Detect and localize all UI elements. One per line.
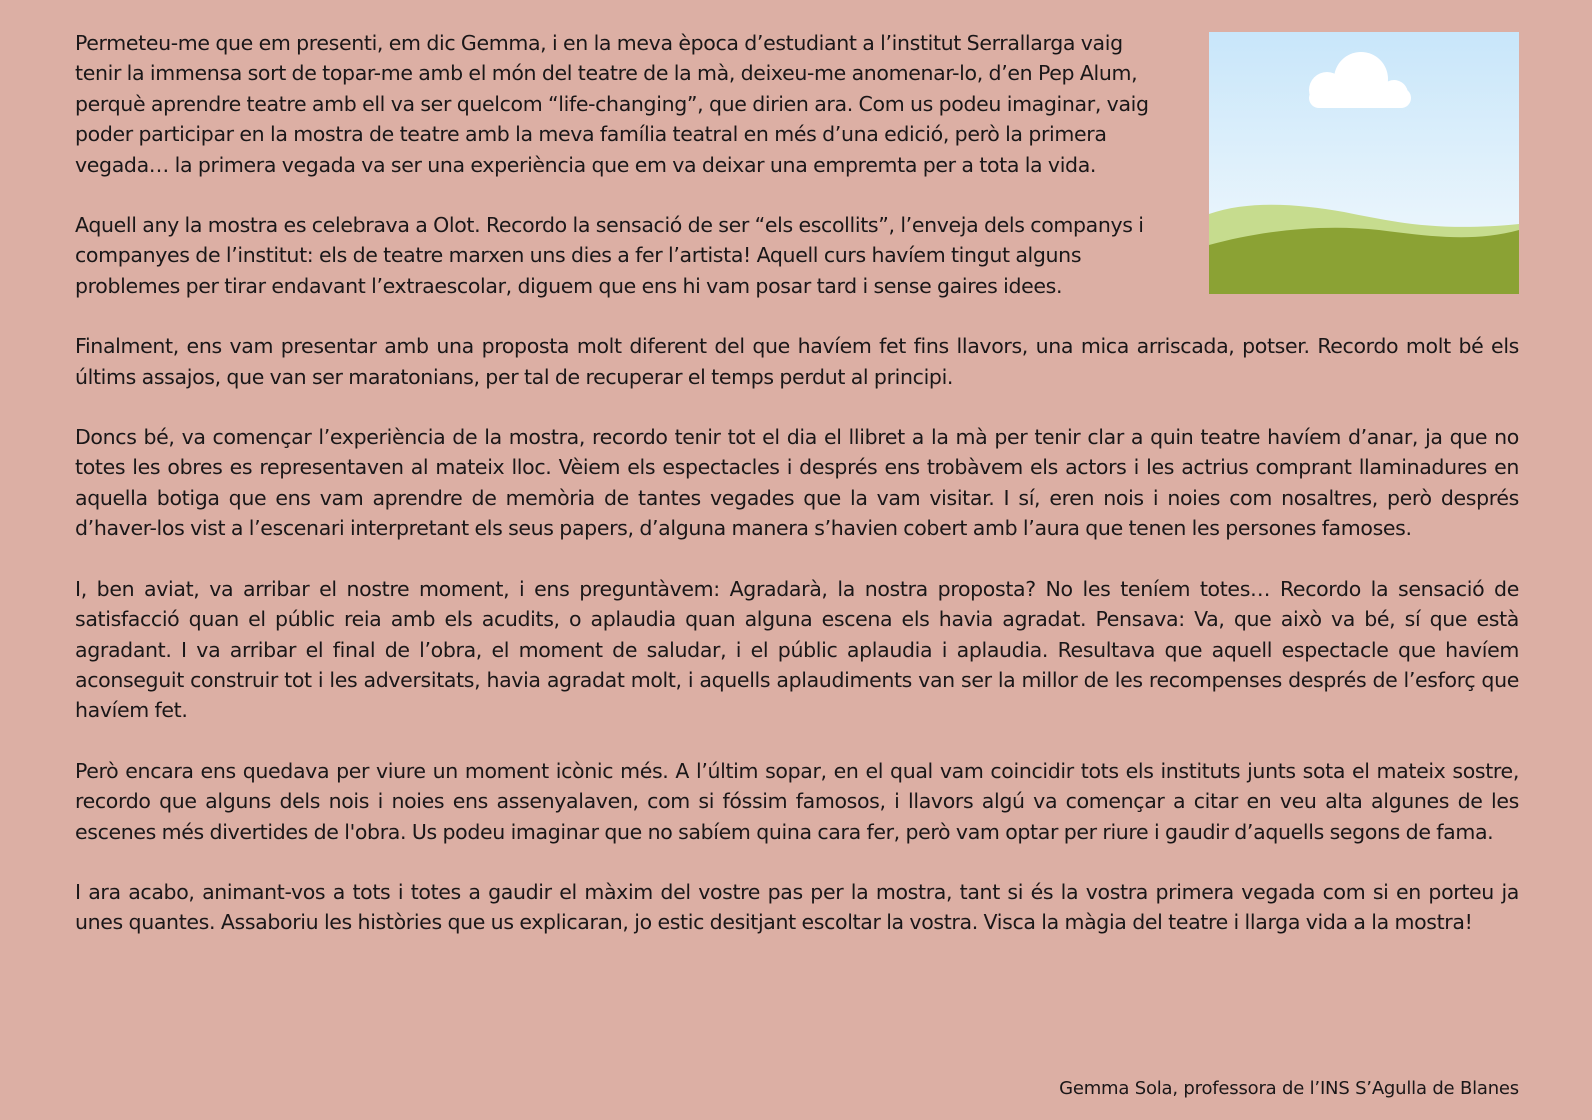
paragraph-proposta: Finalment, ens vam presentar amb una proposta molt diferent del que havíem fet fins llavors, una mica arriscada, potser. Recordo molt bé els últims assajos, que van ser maratonians, per tal de recuperar el temps perdut al principi.	[75, 334, 1519, 389]
landscape-illustration-icon	[1209, 32, 1519, 294]
paragraph-sopar: Però encara ens quedava per viure un moment icònic més. A l’últim sopar, en el qual vam coincidir tots els instituts junts sota el mateix sostre, recordo que alguns dels nois i noies ens assenyalaven, com si fóssim famosos, i llavors algú va començar a citar en veu alta algunes de les escenes més divertides de l'obra. Us podeu imaginar que no sabíem quina cara fer, però vam optar per riure i gaudir d’aquells segons de fama.	[75, 758, 1519, 844]
article-body	[75, 28, 1519, 968]
front-hill	[1209, 228, 1519, 294]
paragraph-olot: Aquell any la mostra es celebrava a Olot. Recordo la sensació de ser “els escollits”, l’enveja dels companys i companyes de l’institut: els de teatre marxen uns dies a fer l’artista! Aquell curs havíem tingut alguns problemes per tirar endavant l’extraescolar, diguem que ens hi vam posar tard i sense gaires idees.	[75, 213, 1144, 298]
paragraph-closing: I ara acabo, animant-vos a tots i totes a gaudir el màxim del vostre pas per la mostra, tant si és la vostra primera vegada com si en porteu ja unes quantes. Assaboriu les històries que us explicaran, jo estic desitjant escoltar la vostra. Visca la màgia del teatre i llarga vida a la mostra!	[75, 879, 1519, 935]
author-signature: Gemma Sola, professora de l’INS S’Agulla de Blanes	[1059, 1078, 1519, 1099]
paragraph-moment: I, ben aviat, va arribar el nostre moment, i ens preguntàvem: Agradarà, la nostra proposta? No les teníem totes… Recordo la sensació de satisfacció quan el públic reia amb els acudits, o aplaudia quan alguna escena els havia agradat. Pensava: Va, que això va bé, sí que està agradant. I va arribar el final de l’obra, el moment de saludar, i el públic aplaudia i aplaudia. Resultava que aquell espectacle que havíem aconseguit construir tot i les adversitats, havia agradat molt, i aquells aplaudiments van ser la millor de les recompenses després de l’esforç que havíem fet.	[75, 576, 1519, 723]
paragraph-mostra: Doncs bé, va començar l’experiència de la mostra, recordo tenir tot el dia el llibret a la mà per tenir clar a quin teatre havíem d’anar, ja que no totes les obres es representaven al mateix lloc. Vèiem els espectacles i després ens trobàvem els actors i les actrius comprant llaminadures en aquella botiga que ens vam aprendre de memòria de tantes vegades que la vam visitar. I sí, eren nois i noies com nosaltres, però després d’haver-los vist a l’escenari interpretant els seus papers, d’alguna manera s’havien cobert amb l’aura que tenen les persones famoses.	[75, 425, 1519, 541]
paragraph-intro: Permeteu-me que em presenti, em dic Gemma, i en la meva època d’estudiant a l’institut Serrallarga vaig tenir la immensa sort de topar-me amb el món del teatre de la mà, deixeu-me anomenar-lo, d’en Pep Alum, perquè aprendre teatre amb ell va ser quelcom “life-changing”, que dirien ara. Com us podeu imaginar, vaig poder participar en la mostra de teatre amb la meva família teatral en més d’una edició, però la primera vegada… la primera vegada va ser una experiència que em va deixar una empremta per a tota la vida.	[75, 31, 1149, 177]
